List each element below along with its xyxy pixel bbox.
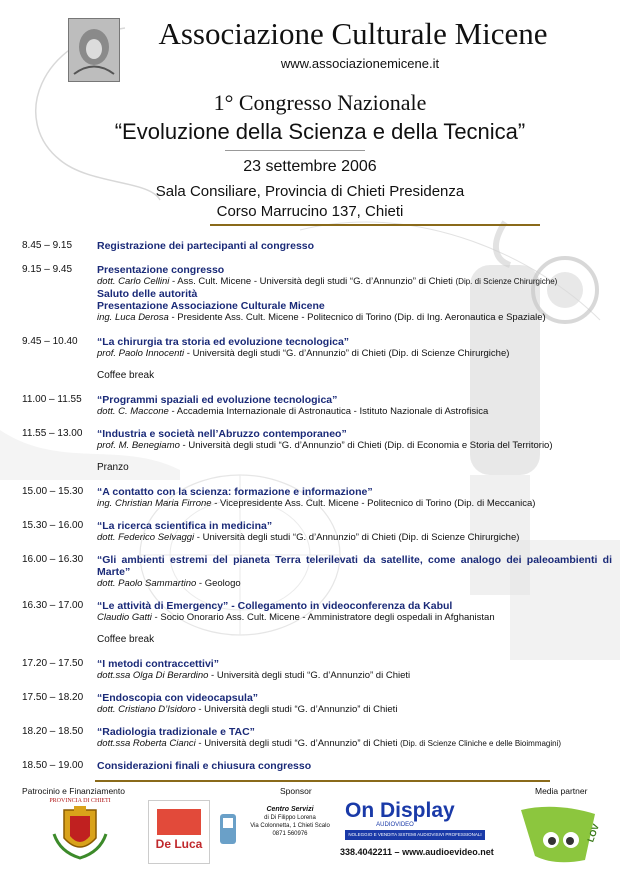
speaker-affiliation: - Università degli studi “G. d’Annunzio” di Chieti (Dip. di Economia e Storia del Territorio) [179,440,553,451]
program-title: “Radiologia tradizionale e TAC” [97,726,255,738]
program-speaker-line [97,276,612,288]
program-list [22,240,612,772]
printer-icon [218,812,238,846]
program-time: 9.15 – 9.45 [22,264,73,275]
program-speaker-line [97,312,612,324]
speaker-name: dott.ssa Roberta Cianci [97,738,196,749]
speaker-affiliation: - Accademia Internazionale di Astronautica - Istituto Nazionale di Astrofisica [168,406,489,417]
break-label: Pranzo [97,462,129,473]
program-speaker-line [97,348,612,360]
program-time: 17.50 – 18.20 [22,692,84,703]
program-title: “Le attività di Emergency” - Collegamento in videoconferenza da Kabul [97,600,453,612]
media-partner-label: Media partner [535,786,588,796]
program-item [22,692,612,716]
speaker-name: dott. Carlo Cellini [97,276,170,287]
centro-line-3: 0871 560976 [272,831,308,837]
speaker-name: ing. Luca Derosa [97,312,169,323]
lov-text: LOV [585,822,602,844]
speaker-department: (Dip. di Scienze Chirurgiche) [455,277,558,286]
program-title: Considerazioni finali e chiusura congresso [97,760,312,772]
program-title: “Programmi spaziali ed evoluzione tecnologica” [97,394,338,406]
speaker-affiliation: - Università degli studi “G. d’Annunzio” di Chieti [208,670,411,681]
program-speaker-line [97,406,612,418]
program-item [22,600,612,624]
program-title: “La ricerca scientifica in medicina” [97,520,273,532]
program-item [22,760,612,772]
program-title: Saluto delle autorità [97,288,198,300]
program-time: 16.00 – 16.30 [22,554,84,565]
program-speaker-line [97,440,612,452]
program-item [22,726,612,750]
break-label: Coffee break [97,634,155,645]
program-time: 15.30 – 16.00 [22,520,84,531]
divider [225,150,365,151]
speaker-affiliation: - Ass. Cult. Micene - Università degli studi “G. d’Annunzio” di Chieti [169,276,456,287]
speaker-affiliation: - Università degli studi “G. d’Annunzio” di Chieti (Dip. di Scienze Chirurgiche) [184,348,510,359]
program-speaker-line [97,738,612,750]
program-title: “Gli ambienti estremi del pianeta Terra telerilevati da satellite, come analogo dei paleoambienti di Marte” [97,554,612,578]
ondisplay-subtitle: NOLEGGIO E VENDITA SISTEMI AUDIOVISIVI PROFESSIONALI [345,830,485,840]
speaker-name: dott. Paolo Sammartino [97,578,197,589]
program-time: 17.20 – 17.50 [22,658,84,669]
program-time: 15.00 – 15.30 [22,486,84,497]
program-title: Presentazione Associazione Culturale Micene [97,300,325,312]
speaker-affiliation: - Geologo [196,578,241,589]
program-item [22,554,612,590]
speaker-name: prof. Paolo Innocenti [97,348,185,359]
centro-line-2: Via Colonnetta, 1 Chieti Scalo [250,823,330,829]
speaker-name: dott. Federico Selvaggi [97,532,195,543]
program-item [22,520,612,544]
program-time: 18.20 – 18.50 [22,726,84,737]
crest-icon [48,804,112,864]
header-rule [210,224,540,226]
program-item [22,336,612,360]
program-title: “La chirurgia tra storia ed evoluzione tecnologica” [97,336,350,348]
speaker-name: prof. M. Benegiamo [97,440,180,451]
speaker-name: dott. Cristiano D’Isidoro [97,704,196,715]
program-item [22,428,612,452]
centro-servizi-logo [218,806,338,856]
venue-line-2: Corso Marrucino 137, Chieti [216,203,404,220]
program-item [22,394,612,418]
event-date: 23 settembre 2006 [243,158,377,175]
ondisplay-name: On Display [345,799,455,822]
speaker-name: dott. C. Maccone [97,406,169,417]
congress-theme: “Evoluzione della Scienza e della Tecnica” [114,119,526,144]
sponsor-label: Sponsor [280,786,312,796]
venue-line-1: Sala Consiliare, Provincia di Chieti Presidenza [155,183,465,200]
program-time: 11.00 – 11.55 [22,394,82,405]
program-time: 11.55 – 13.00 [22,428,83,439]
program-item [22,264,612,324]
program-speaker-line [97,612,612,624]
program-title: Registrazione dei partecipanti al congresso [97,240,315,252]
province-chieti-logo [48,798,112,868]
deluca-logo [148,800,210,864]
ondisplay-logo [345,800,485,842]
deluca-name: De Luca [155,837,203,851]
program-item [22,658,612,682]
lov-logo [515,800,605,870]
speaker-affiliation: - Vicepresidente Ass. Cult. Micene - Politecnico di Torino (Dip. di Meccanica) [211,498,536,509]
speaker-name: ing. Christian Maria Firrone [97,498,212,509]
program-item [22,240,612,252]
program-title: “Industria e società nell’Abruzzo contemporaneo” [97,428,347,440]
website-link[interactable]: www.associazionemicene.it [280,56,440,71]
program-time: 16.30 – 17.00 [22,600,84,611]
program-title: “A contatto con la scienza: formazione e informazione” [97,486,373,498]
program-break [22,370,612,382]
program-time: 18.50 – 19.00 [22,760,84,771]
program-title: Presentazione congresso [97,264,225,276]
speaker-name: dott.ssa Olga Di Berardino [97,670,209,681]
centro-title: Centro Servizi [266,806,314,813]
program-title: “I metodi contraccettivi” [97,658,219,670]
program-break [22,462,612,474]
program-time: 9.45 – 10.40 [22,336,78,347]
footer-rule [95,780,550,782]
speaker-affiliation: - Università degli studi “G. d’Annunzio” di Chieti [195,704,398,715]
program-break [22,634,612,646]
speaker-affiliation: - Socio Onorario Ass. Cult. Micene - Amministratore degli ospedali in Afghanistan [151,612,495,623]
program-speaker-line [97,704,612,716]
association-logo [68,18,120,82]
break-label: Coffee break [97,370,155,381]
program-time: 8.45 – 9.15 [22,240,73,251]
program-speaker-line [97,670,612,682]
program-speaker-line [97,498,612,510]
congress-title: 1° Congresso Nazionale [213,90,427,115]
centro-line-1: di Di Filippo Lorena [264,815,316,821]
program-speaker-line [97,532,612,544]
speaker-name: Claudio Gatti [97,612,152,623]
speaker-affiliation: - Presidente Ass. Cult. Micene - Politecnico di Torino (Dip. di Ing. Aeronautica e Spaziale) [168,312,546,323]
province-label: PROVINCIA DI CHIETI [49,798,111,804]
speaker-affiliation: - Università degli studi “G. d’Annunzio” di Chieti [195,738,401,749]
speaker-affiliation: - Università degli studi “G. d’Annunzio” di Chieti (Dip. di Scienze Chirurgiche) [194,532,520,543]
program-title: “Endoscopia con videocapsula” [97,692,259,704]
patronage-label: Patrocinio e Finanziamento [22,786,126,796]
association-name: Associazione Culturale Micene [158,16,548,51]
ondisplay-audiovideo: AUDIOVIDEO [376,822,414,828]
program-item [22,486,612,510]
program-speaker-line [97,578,612,590]
speaker-department: (Dip. di Scienze Cliniche e delle Bioimmagini) [400,739,562,748]
contact-line: 338.4042211 – www.audioevideo.net [340,847,494,857]
